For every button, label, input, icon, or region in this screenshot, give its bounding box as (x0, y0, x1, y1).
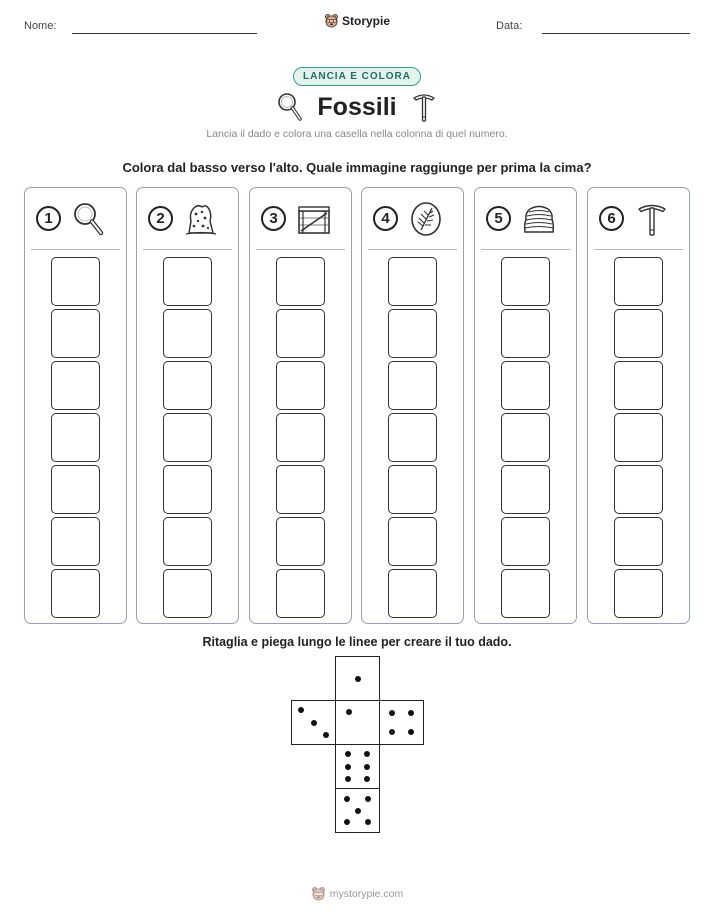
color-cell[interactable] (276, 465, 325, 514)
fossil-rock-icon (183, 201, 219, 237)
name-label: Nome: (24, 20, 57, 32)
color-cell[interactable] (388, 569, 437, 618)
footer (0, 886, 714, 906)
subtitle: Lancia il dado e colora una casella nella colonna di quel numero. (206, 128, 508, 140)
color-cell[interactable] (51, 569, 100, 618)
die-face-6[interactable] (335, 744, 380, 789)
color-cell[interactable] (276, 517, 325, 566)
color-cell[interactable] (51, 361, 100, 410)
color-cell[interactable] (276, 413, 325, 462)
die-face-3[interactable] (291, 700, 336, 745)
die-instruction: Ritaglia e piega lungo le linee per creare il tuo dado. (202, 635, 512, 649)
color-cell[interactable] (163, 569, 212, 618)
color-cell[interactable] (163, 361, 212, 410)
date-label: Data: (496, 20, 523, 32)
color-cell[interactable] (51, 309, 100, 358)
rock-layers-icon (521, 201, 557, 237)
column-number: 5 (486, 206, 511, 231)
column-4 (361, 187, 464, 624)
brand-logo (0, 13, 714, 33)
color-cell[interactable] (163, 465, 212, 514)
page-title: Fossili (317, 92, 397, 121)
color-cell[interactable] (501, 413, 550, 462)
column-6 (587, 187, 690, 624)
color-cell[interactable] (388, 413, 437, 462)
color-cell[interactable] (276, 309, 325, 358)
color-cell[interactable] (163, 517, 212, 566)
column-2 (136, 187, 239, 624)
color-cell[interactable] (614, 517, 663, 566)
magnifying-glass-icon (277, 92, 303, 122)
color-cell[interactable] (614, 465, 663, 514)
column-3 (249, 187, 352, 624)
column-5 (474, 187, 577, 624)
color-cell[interactable] (163, 413, 212, 462)
die-face-4[interactable] (379, 700, 424, 745)
color-cell[interactable] (501, 569, 550, 618)
color-cell[interactable] (614, 413, 663, 462)
leaf-fossil-icon (408, 201, 444, 237)
color-cell[interactable] (388, 257, 437, 306)
color-cell[interactable] (388, 309, 437, 358)
color-cell[interactable] (501, 517, 550, 566)
color-cell[interactable] (276, 569, 325, 618)
die-face-5[interactable] (335, 788, 380, 833)
color-cell[interactable] (163, 257, 212, 306)
color-cell[interactable] (501, 465, 550, 514)
column-number: 6 (599, 206, 624, 231)
column-number: 2 (148, 206, 173, 231)
magnifying-glass-icon (71, 201, 107, 237)
color-cell[interactable] (163, 309, 212, 358)
question-heading: Colora dal basso verso l'alto. Quale immagine raggiunge per prima la cima? (122, 160, 592, 175)
color-cell[interactable] (614, 257, 663, 306)
title-row (0, 91, 714, 123)
color-cell[interactable] (388, 517, 437, 566)
column-number: 1 (36, 206, 61, 231)
color-cell[interactable] (501, 257, 550, 306)
color-cell[interactable] (276, 257, 325, 306)
activity-tag: LANCIA E COLORA (293, 67, 421, 86)
color-cell[interactable] (614, 361, 663, 410)
date-line (542, 33, 690, 34)
color-cell[interactable] (388, 361, 437, 410)
color-cell[interactable] (51, 517, 100, 566)
footer-url: mystorypie.com (329, 887, 404, 900)
color-cell[interactable] (51, 413, 100, 462)
color-cell[interactable] (388, 465, 437, 514)
color-cell[interactable] (501, 361, 550, 410)
column-1 (24, 187, 127, 624)
wooden-crate-icon (296, 201, 332, 237)
die-face-1[interactable] (335, 700, 380, 745)
color-cell[interactable] (51, 257, 100, 306)
column-number: 3 (261, 206, 286, 231)
brand-name: Storypie (341, 13, 390, 28)
color-cell[interactable] (501, 309, 550, 358)
color-cell[interactable] (276, 361, 325, 410)
color-cell[interactable] (614, 569, 663, 618)
pickaxe-icon (634, 201, 670, 237)
storypie-bear-icon (311, 886, 326, 901)
name-line (72, 33, 257, 34)
pickaxe-icon (411, 91, 437, 123)
die-face-1[interactable] (335, 656, 380, 701)
column-number: 4 (373, 206, 398, 231)
color-cell[interactable] (614, 309, 663, 358)
storypie-bear-icon (324, 13, 339, 28)
color-cell[interactable] (51, 465, 100, 514)
